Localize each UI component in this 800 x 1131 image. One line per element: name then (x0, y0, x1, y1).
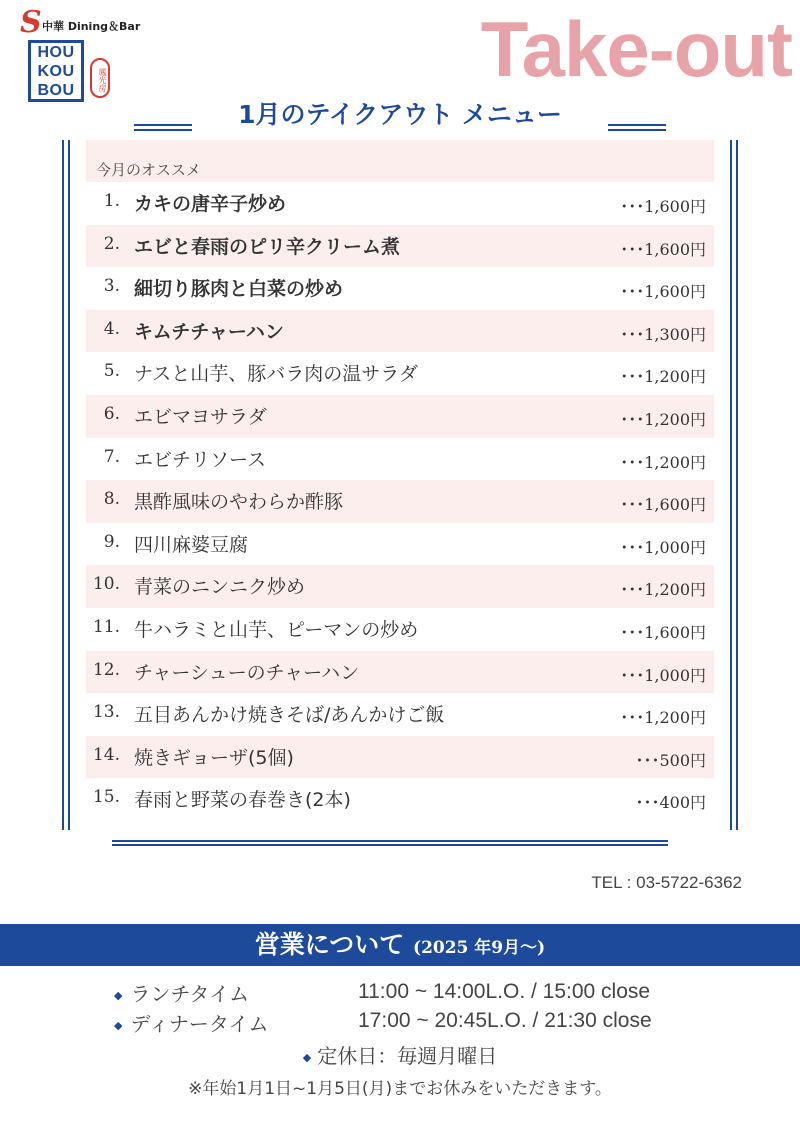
menu-item-number: 11. (92, 616, 120, 637)
menu-item-number: 8. (103, 489, 120, 510)
logo-line: BOU (37, 82, 75, 99)
menu-item-number: 1. (103, 191, 120, 211)
menu-item (86, 225, 714, 268)
menu-item-price: ･･･1,600円 (620, 197, 706, 216)
menu-item-price: ･･･1,200円 (620, 708, 706, 728)
menu-item (86, 438, 714, 481)
menu-item (86, 310, 714, 353)
menu-item-number: 5. (103, 361, 120, 382)
menu-item-number: 10. (92, 574, 120, 595)
menu-heading: 1月のテイクアウト メニュー (238, 100, 562, 129)
menu-item-name: チャーシューのチャーハン (134, 661, 360, 684)
logo-line: HOU (37, 44, 75, 61)
menu-item-price: ･･･1,600円 (620, 282, 706, 302)
lunch-time: 11:00 ~ 14:00L.O. / 15:00 close (358, 980, 651, 1003)
menu-item-number: 12. (92, 659, 120, 680)
menu-item-number: 15. (92, 787, 120, 808)
menu-item (86, 736, 714, 779)
heading-rule-right (608, 124, 666, 131)
menu-item (86, 182, 714, 225)
menu-item-number: 9. (103, 531, 120, 552)
menu-item-name: キムチチャーハン (134, 320, 284, 343)
menu-item-name: 春雨と野菜の春巻き(2本) (134, 789, 351, 812)
menu-item (86, 480, 714, 523)
menu-item-name: エビチリソース (134, 448, 267, 471)
menu-item (86, 693, 714, 736)
menu-item-name: 青菜のニンニク炒め (134, 576, 306, 599)
menu-item-price: ･･･1,600円 (620, 239, 706, 259)
menu-item-name: カキの唐辛子炒め (134, 193, 287, 215)
menu-item (86, 523, 714, 566)
logo-line: KOU (37, 63, 75, 80)
menu-item-price: ･･･1,600円 (620, 622, 706, 642)
menu-item-price: ･･･400円 (635, 793, 706, 813)
holiday-note: ※年始1月1日~1月5日(月)までお休みをいただきます。 (188, 1079, 612, 1099)
frame-left-rule (62, 140, 70, 830)
menu-item (86, 267, 714, 310)
menu-item-name: 黒酢風味のやわらか酢豚 (134, 491, 344, 514)
frame-bottom-rule (112, 840, 668, 846)
menu-item (86, 608, 714, 651)
hours-title-note: (2025 年9月〜) (413, 938, 546, 958)
menu-item-number: 3. (103, 276, 120, 297)
menu-item-name: 牛ハラミと山芋、ピーマンの炒め (134, 618, 419, 641)
diamond-icon: ◆ (302, 1051, 312, 1064)
lunch-row (114, 978, 249, 1007)
telephone: TEL : 03-5722-6362 (591, 873, 742, 892)
menu-item (86, 352, 714, 395)
menu-item-name: 焼きギョーザ(5個) (134, 746, 294, 769)
menu-item-number: 14. (92, 744, 120, 765)
menu-item-price: ･･･1,000円 (620, 537, 706, 557)
menu-item-name: エビと春雨のピリ辛クリーム煮 (134, 235, 401, 258)
frame-right-rule (730, 140, 738, 830)
menu-item-price: ･･･1,200円 (620, 580, 706, 600)
diamond-icon: ◆ (114, 1019, 123, 1032)
hours-banner (0, 924, 800, 966)
menu-item-price: ･･･500円 (635, 750, 706, 770)
menu-item (86, 395, 714, 438)
menu-rows (86, 182, 714, 821)
menu-item-number: 13. (92, 702, 120, 723)
menu-item-number: 4. (103, 318, 120, 339)
logo-subtitle: 中華 Dining＆Bar (42, 20, 141, 33)
menu-item-price: ･･･1,200円 (620, 409, 706, 429)
logo-box (28, 40, 84, 102)
lunch-label: ランチタイム (130, 982, 250, 1006)
menu-item (86, 651, 714, 694)
dinner-label: ディナータイム (130, 1012, 269, 1036)
logo-s-mark: S (20, 5, 42, 40)
dinner-row (114, 1008, 268, 1037)
menu-item-number: 6. (103, 403, 120, 424)
menu-item-name: エビマヨサラダ (134, 405, 267, 428)
dinner-time: 17:00 ~ 20:45L.O. / 21:30 close (358, 1009, 652, 1032)
brand-logo (20, 5, 141, 99)
menu-item-price: ･･･1,200円 (620, 367, 706, 387)
closed-day: 定休日：毎週月曜日 (317, 1044, 498, 1068)
menu-item-price: ･･･1,300円 (620, 324, 706, 344)
menu-item-name: 四川麻婆豆腐 (134, 533, 249, 556)
menu-item-name: 細切り豚肉と白菜の炒め (134, 278, 344, 301)
page-title: Take-out (480, 5, 792, 93)
recommend-label: 今月のオススメ (86, 140, 714, 182)
menu-item-price: ･･･1,200円 (620, 452, 706, 472)
menu-list (86, 140, 714, 821)
menu-item-price: ･･･1,000円 (620, 665, 706, 685)
menu-item-price: ･･･1,600円 (620, 495, 706, 515)
menu-item-number: 7. (103, 446, 120, 467)
hours-title: 営業について (254, 930, 405, 959)
menu-item-number: 2. (103, 233, 120, 254)
closed-day-row (0, 1040, 800, 1069)
menu-item-name: ナスと山芋、豚バラ肉の温サラダ (134, 363, 419, 386)
diamond-icon: ◆ (114, 989, 123, 1002)
logo-stamp: 鳳光房 (90, 58, 110, 98)
menu-item-name: 五目あんかけ焼きそば/あんかけご飯 (134, 704, 445, 727)
menu-item (86, 565, 714, 608)
menu-item (86, 778, 714, 821)
